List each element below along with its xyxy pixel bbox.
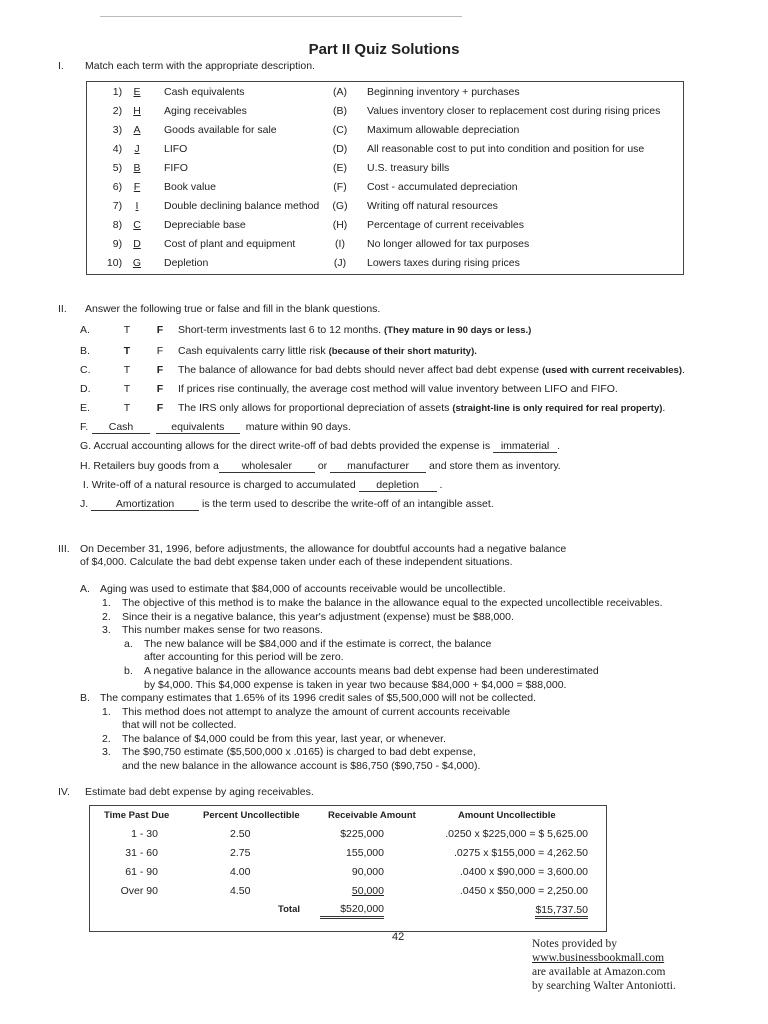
total-uncollectible: $15,737.50 <box>430 902 588 918</box>
page-title: Part II Quiz Solutions <box>308 41 460 58</box>
top-rule <box>100 16 462 17</box>
table-cell: 2.50 <box>230 828 251 840</box>
tf-explanation: (straight-line is only required for real property) <box>452 403 663 414</box>
match-num-answer: 4) J <box>87 140 149 159</box>
section-2-heading <box>58 303 380 315</box>
match-description: Lowers taxes during rising prices <box>367 257 520 269</box>
section-3-item: 2. The balance of $4,000 could be from this year, last year, or whenever. <box>102 733 446 745</box>
fill-blank-h: H. Retailers buy goods from a wholesaler or manufacturer and store them as inventory. <box>80 460 561 472</box>
match-answer: D <box>133 238 141 250</box>
match-description: U.S. treasury bills <box>367 162 450 174</box>
total-receivable: $520,000 <box>320 902 384 919</box>
section-2-instruction: Answer the following true or false and fill in the blank questions. <box>85 303 381 315</box>
match-letter: (A) <box>333 86 347 98</box>
blank-answer: depletion <box>359 479 437 492</box>
table-cell: 50,000 <box>351 885 384 897</box>
match-letter: (B) <box>333 105 347 117</box>
match-term: LIFO <box>164 143 188 155</box>
section-3-item: A. Aging was used to estimate that $84,000 of accounts receivable would be uncollectible. <box>80 583 506 595</box>
aging-table <box>89 805 607 932</box>
table-cell: 4.50 <box>230 885 251 897</box>
match-letter: (I) <box>335 238 345 250</box>
section-4-numeral: IV. <box>58 786 70 798</box>
match-answer: C <box>133 219 141 231</box>
true-false-item: D. T F If prices rise continually, the average cost method will value inventory between LIFO and FIFO. <box>80 380 618 399</box>
match-answer: G <box>132 257 142 269</box>
match-answer: J <box>134 143 140 155</box>
table-cell: .0450 x $50,000 = 2,250.00 <box>459 885 588 897</box>
match-description: Maximum allowable depreciation <box>367 124 520 136</box>
true-false-item: E. T F The IRS only allows for proportional depreciation of assets (straight-line is only required for real property). <box>80 399 665 418</box>
section-3-intro: On December 31, 1996, before adjustments, the allowance for doubtful accounts had a negative balance <box>80 543 567 555</box>
match-term: Goods available for sale <box>164 124 277 136</box>
blank-answer: Amortization <box>91 498 199 511</box>
blank-answer: Cash <box>92 421 150 434</box>
match-num-answer: 5) B <box>87 159 149 178</box>
blank-answer: manufacturer <box>330 460 426 473</box>
true-false-item: A. T F Short-term investments last 6 to 12 months. (They mature in 90 days or less.) <box>80 321 531 340</box>
section-3-item: a. The new balance will be $84,000 and if the estimate is correct, the balance <box>124 638 492 650</box>
tf-explanation: (because of their short maturity). <box>328 346 477 357</box>
match-term: Double declining balance method <box>164 200 320 212</box>
table-cell: 2.75 <box>230 847 251 859</box>
tf-statement: If prices rise continually, the average cost method will value inventory between LIFO and FIFO. <box>178 383 618 395</box>
section-3-item: B. The company estimates that 1.65% of its 1996 credit sales of $5,500,000 will not be collected. <box>80 692 537 704</box>
section-3-item: 3. This number makes sense for two reasons. <box>102 624 323 636</box>
table-cell: 155,000 <box>346 847 384 859</box>
section-4-heading <box>58 786 314 798</box>
table-cell: .0250 x $225,000 = $ 5,625.00 <box>445 828 588 840</box>
match-term: Depletion <box>164 257 209 269</box>
section-3-item: after accounting for this period will be zero. <box>144 651 344 663</box>
tf-explanation: (They mature in 90 days or less.) <box>384 325 532 336</box>
match-answer: A <box>133 124 141 136</box>
tf-statement: The IRS only allows for proportional depreciation of assets <box>178 402 450 414</box>
match-answer: B <box>133 162 141 174</box>
match-letter: (J) <box>333 257 347 269</box>
tf-statement: Cash equivalents carry little risk <box>178 345 326 357</box>
false-option-selected: F <box>156 364 164 376</box>
match-num-answer: 1) E <box>87 83 149 102</box>
match-description: Writing off natural resources <box>367 200 498 212</box>
match-description: Beginning inventory + purchases <box>367 86 520 98</box>
table-cell: 61 - 90 <box>125 866 158 878</box>
table-cell: 4.00 <box>230 866 251 878</box>
section-3-item: b. A negative balance in the allowance accounts means bad debt expense had been underestimated <box>124 665 599 677</box>
page-number: 42 <box>392 931 405 943</box>
match-letter: (D) <box>332 143 348 155</box>
true-option: T <box>123 383 131 395</box>
false-option: F <box>156 345 164 357</box>
matching-table <box>86 81 684 275</box>
tf-statement: Short-term investments last 6 to 12 months. <box>178 324 382 336</box>
match-description: No longer allowed for tax purposes <box>367 238 530 250</box>
section-1-numeral: I. <box>58 60 64 72</box>
true-option-selected: T <box>123 345 131 357</box>
match-num-answer: 6) F <box>87 178 149 197</box>
section-3-item: 3. The $90,750 estimate ($5,500,000 x .0165) is charged to bad debt expense, <box>102 746 476 758</box>
section-1-instruction: Match each term with the appropriate description. <box>85 60 315 72</box>
publisher-note: Notes provided by www.businessbookmall.com are available at Amazon.com by searching Walter Antoniotti. <box>532 938 676 992</box>
match-answer: F <box>133 181 141 193</box>
match-num-answer: 10) G <box>87 254 149 273</box>
fill-blank-g: G. Accrual accounting allows for the direct write-off of bad debts provided the expense is immaterial . <box>80 440 560 452</box>
match-description: All reasonable cost to put into condition and position for use <box>367 143 645 155</box>
section-3-item: 1. This method does not attempt to analyze the amount of current accounts receivable <box>102 706 511 718</box>
table-cell: .0275 x $155,000 = 4,262.50 <box>454 847 588 859</box>
match-letter: (C) <box>332 124 348 136</box>
column-header: Amount Uncollectible <box>458 810 556 821</box>
website-link[interactable]: www.businessbookmall.com <box>532 952 665 964</box>
section-3-item: 1. The objective of this method is to make the balance in the allowance equal to the expected uncollectible receivables. <box>102 597 663 609</box>
match-num-answer: 7) I <box>87 197 149 216</box>
match-answer: E <box>133 86 141 98</box>
match-term: Cost of plant and equipment <box>164 238 296 250</box>
true-false-item: C. T F The balance of allowance for bad debts should never affect bad debt expense (used with current receivables). <box>80 361 685 380</box>
match-term: Depreciable base <box>164 219 246 231</box>
section-3-numeral: III. <box>58 543 70 555</box>
match-term: Aging receivables <box>164 105 247 117</box>
tf-statement: The balance of allowance for bad debts should never affect bad debt expense <box>178 364 540 376</box>
tf-explanation: (used with current receivables) <box>542 365 682 376</box>
match-term: Book value <box>164 181 216 193</box>
table-cell: .0400 x $90,000 = 3,600.00 <box>459 866 588 878</box>
match-num-answer: 3) A <box>87 121 149 140</box>
total-label: Total <box>278 904 300 915</box>
blank-answer: equivalents <box>156 421 240 434</box>
fill-blank-f: F. Cash equivalents mature within 90 days. <box>80 421 351 433</box>
section-3-intro-cont: of $4,000. Calculate the bad debt expense taken under each of these independent situations. <box>80 556 513 568</box>
match-term: Cash equivalents <box>164 86 245 98</box>
match-num-answer: 9) D <box>87 235 149 254</box>
true-option: T <box>123 324 131 336</box>
match-letter: (E) <box>333 162 347 174</box>
match-description: Percentage of current receivables <box>367 219 525 231</box>
section-3-heading <box>58 543 566 556</box>
column-header: Receivable Amount <box>328 810 416 821</box>
false-option-selected: F <box>156 383 164 395</box>
true-false-item: B. T F Cash equivalents carry little risk (because of their short maturity). <box>80 342 477 361</box>
false-option-selected: F <box>156 324 164 336</box>
true-option: T <box>123 402 131 414</box>
table-cell: Over 90 <box>120 885 158 897</box>
section-1-heading <box>58 60 315 72</box>
match-letter: (G) <box>332 200 348 212</box>
table-cell: 1 - 30 <box>131 828 158 840</box>
true-option: T <box>123 364 131 376</box>
section-3-item: that will not be collected. <box>122 719 237 731</box>
section-3-item: by $4,000. This $4,000 expense is taken in year two because $84,000 + $4,000 = $88,000. <box>144 679 567 691</box>
match-answer: I <box>135 200 139 212</box>
match-num-answer: 8) C <box>87 216 149 235</box>
section-3-item: 2. Since their is a negative balance, this year's adjustment (expense) must be $88,000. <box>102 611 514 623</box>
table-cell: 90,000 <box>351 866 384 878</box>
match-answer: H <box>133 105 141 117</box>
section-2-numeral: II. <box>58 303 67 315</box>
false-option-selected: F <box>156 402 164 414</box>
blank-answer: immaterial <box>493 440 557 453</box>
table-cell: 31 - 60 <box>125 847 158 859</box>
fill-blank-i: I. Write-off of a natural resource is charged to accumulated depletion . <box>82 479 443 491</box>
blank-answer: wholesaler <box>219 460 315 473</box>
match-letter: (F) <box>333 181 347 193</box>
section-3-item: and the new balance in the allowance account is $86,750 ($90,750 - $4,000). <box>122 760 481 772</box>
column-header: Percent Uncollectible <box>203 810 300 821</box>
match-num-answer: 2) H <box>87 102 149 121</box>
table-cell: $225,000 <box>340 828 384 840</box>
fill-blank-j: J. Amortization is the term used to describe the write-off of an intangible asset. <box>80 498 494 510</box>
column-header: Time Past Due <box>104 810 170 821</box>
section-4-instruction: Estimate bad debt expense by aging receivables. <box>85 786 314 798</box>
match-description: Cost - accumulated depreciation <box>367 181 518 193</box>
match-letter: (H) <box>332 219 348 231</box>
match-description: Values inventory closer to replacement cost during rising prices <box>367 105 661 117</box>
match-term: FIFO <box>164 162 188 174</box>
